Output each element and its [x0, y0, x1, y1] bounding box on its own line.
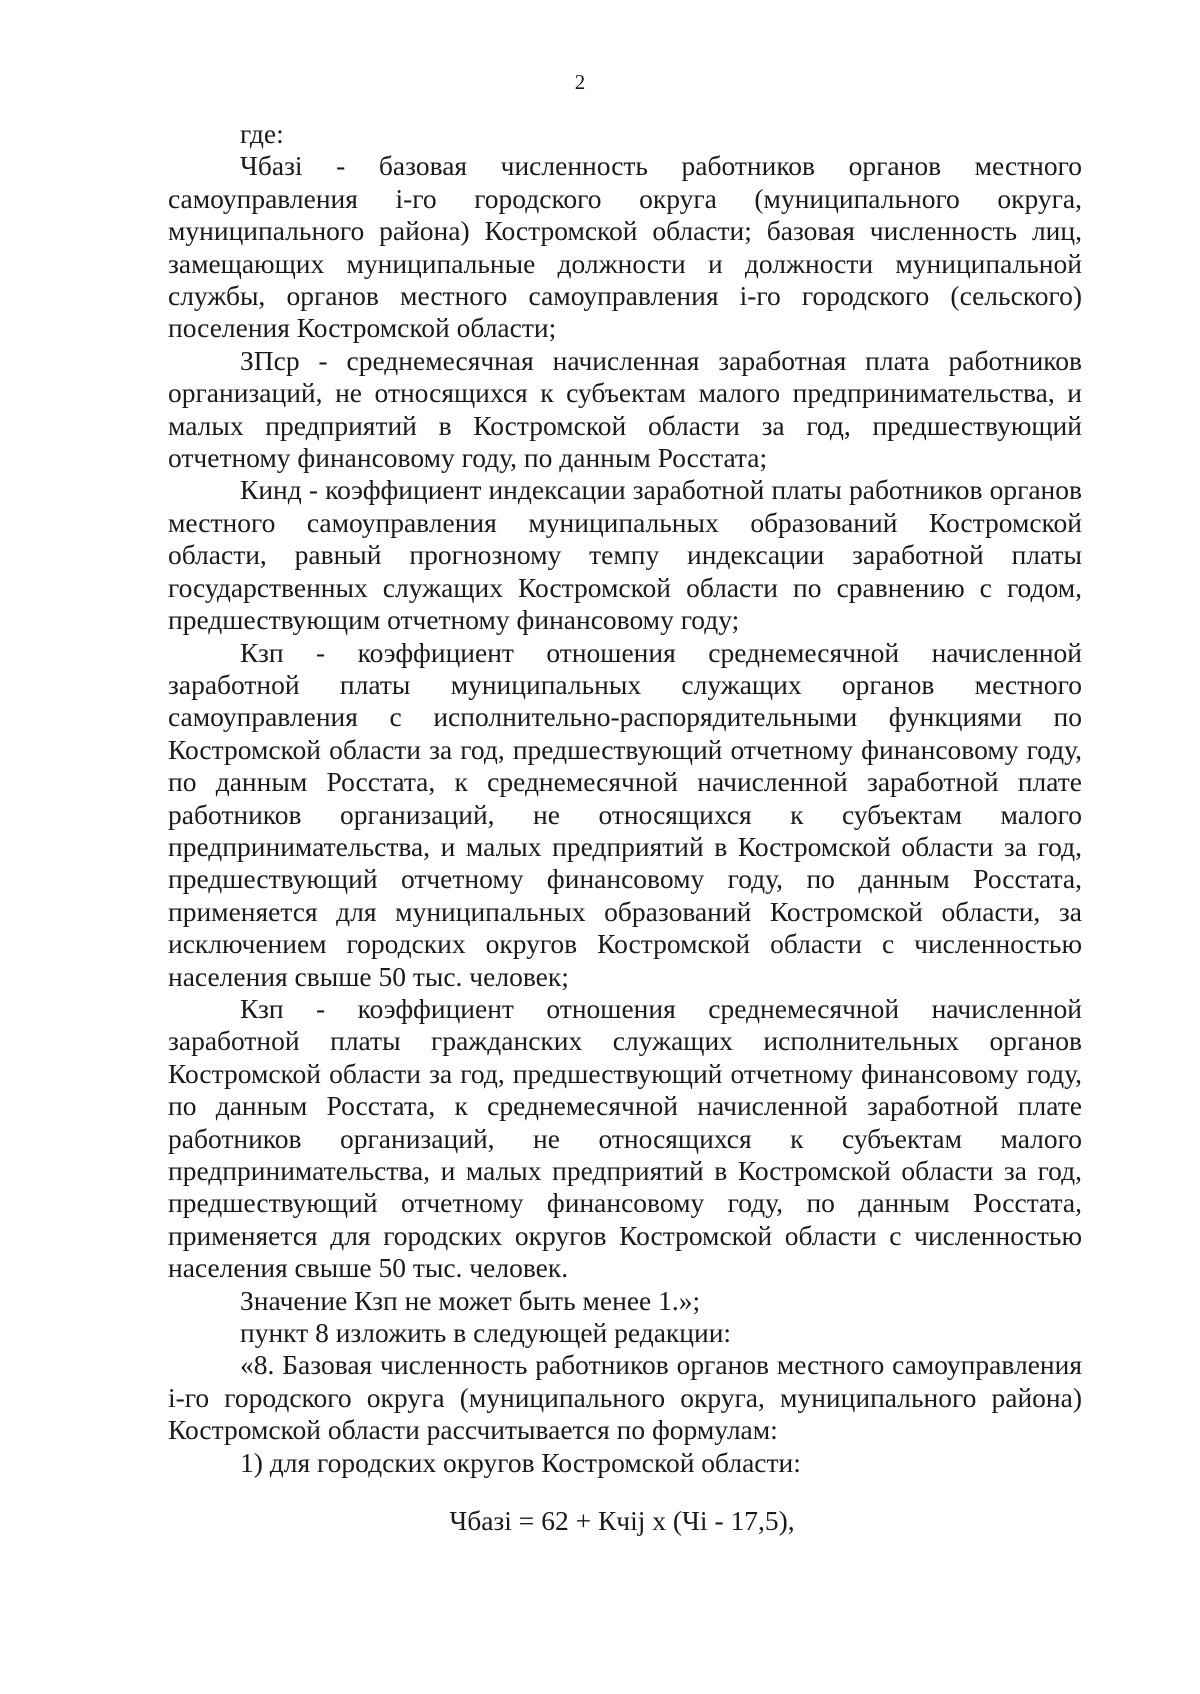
paragraph-kzp-municipal-definition: Кзп - коэффициент отношения среднемесячной начисленной заработной платы муниципальных служащих органов местного самоуправления с исполнительно-распорядительными функциями по Костромской области за год, предшествующий отчетному финансовому году, по данным Росстата, к среднемесячной начисленной заработной плате работников организаций, не относящихся к субъектам малого предпринимательства, и малых предприятий в Костромской области за год, предшествующий отчетному финансовому году, по данным Росстата, применяется для муниципальных образований Костромской области, за исключением городских округов Костромской области с численностью населения свыше 50 тыс. человек; — [168, 636, 1082, 992]
paragraph-kzp-civil-definition: Кзп - коэффициент отношения среднемесячной начисленной заработной платы гражданских служащих исполнительных органов Костромской области за год, предшествующий отчетному финансовому году, по данным Росстата, к среднемесячной начисленной заработной плате работников организаций, не относящихся к субъектам малого предпринимательства, и малых предприятий в Костромской области за год, предшествующий отчетному финансовому году, по данным Росстата, применяется для городских округов Костромской области с численностью населения свыше 50 тыс. человек. — [168, 992, 1082, 1284]
paragraph-clause-8-intro: пункт 8 изложить в следующей редакции: — [240, 1317, 732, 1349]
paragraph-chbaz-definition: Чбазi - базовая численность работников органов местного самоуправления i-го городского округа (муниципального округа, муниципального района) Костромской области; базовая численность лиц, замещающих муниципальные должности и должности муниципальной службы, органов местного самоуправления i-го городского (сельского) поселения Костромской области; — [168, 150, 1082, 344]
paragraph-city-districts: 1) для городских округов Костромской области: — [240, 1446, 801, 1478]
page-number: 2 — [574, 70, 586, 94]
paragraph-where: где: — [240, 118, 284, 149]
paragraph-zpsr-definition: ЗПср - среднемесячная начисленная заработная плата работников организаций, не относящихся к субъектам малого предпринимательства, и малых предприятий в Костромской области за год, предшествующий отчетному финансовому году, по данным Росстата; — [168, 344, 1082, 474]
paragraph-clause-8: «8. Базовая численность работников органов местного самоуправления i-го городского округа (муниципального округа, муниципального района) Костромской области рассчитывается по формулам: — [168, 1349, 1082, 1446]
paragraph-kind-definition: Кинд - коэффициент индексации заработной платы работников органов местного самоуправления муниципальных образований Костромской области, равный прогнозному темпу индексации заработной платы государственных служащих Костромской области по сравнению с годом, предшествующим отчетному финансовому году; — [168, 474, 1082, 636]
paragraph-kzp-minimum: Значение Кзп не может быть менее 1.»; — [240, 1284, 701, 1316]
formula-base-headcount: Чбазi = 62 + Кчij x (Чi - 17,5), — [449, 1505, 795, 1537]
document-body — [168, 118, 1082, 1537]
